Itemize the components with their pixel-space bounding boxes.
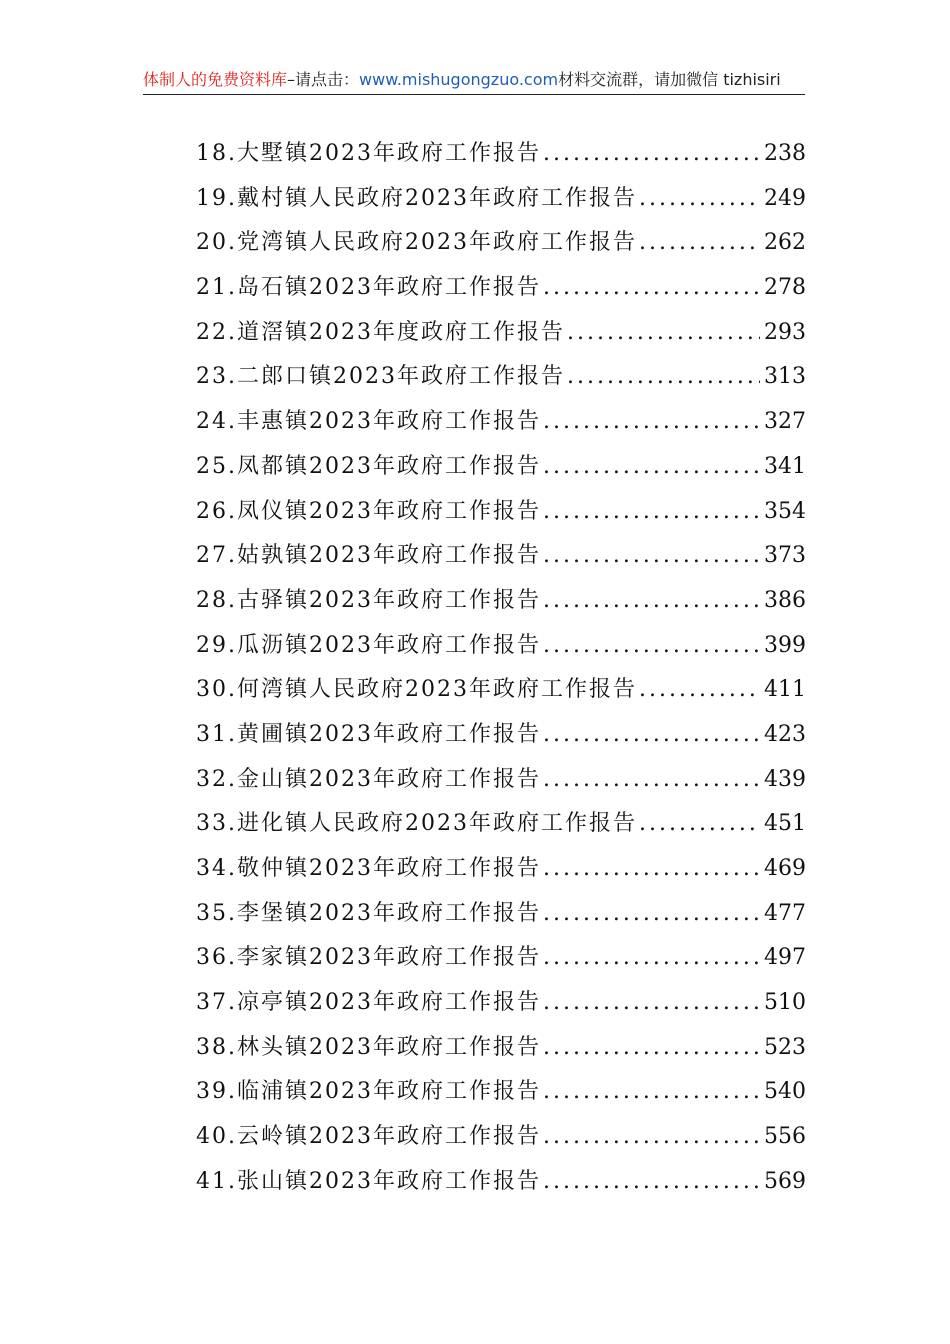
- toc-entry-title: 19.戴村镇人民政府2023年政府工作报告: [196, 185, 637, 211]
- toc-entry-page: 423: [764, 721, 806, 747]
- toc-entry-page: 341: [764, 453, 806, 479]
- toc-entry-title: 26.凤仪镇2023年政府工作报告: [196, 498, 541, 524]
- toc-entry-title: 29.瓜沥镇2023年政府工作报告: [196, 632, 541, 658]
- toc-entry-page: 469: [764, 856, 806, 881]
- toc-entry-title: 25.凤都镇2023年政府工作报告: [196, 453, 541, 479]
- toc-entry[interactable]: [196, 1026, 806, 1071]
- toc-dot-leader: [543, 981, 760, 1026]
- toc-entry-page: 327: [764, 409, 806, 435]
- toc-dot-leader: [543, 624, 760, 669]
- toc-entry[interactable]: [196, 936, 806, 981]
- toc-entry-page: 477: [764, 900, 806, 926]
- toc-entry[interactable]: [196, 177, 806, 222]
- toc-entry[interactable]: [196, 490, 806, 535]
- toc-entry[interactable]: [196, 132, 806, 177]
- toc-entry-title: 41.张山镇2023年政府工作报告: [196, 1168, 541, 1194]
- header-tail: 材料交流群，请加微信 tizhisiri: [558, 70, 781, 89]
- toc-entry-title: 30.何湾镇人民政府2023年政府工作报告: [196, 677, 637, 703]
- toc-entry-title: 36.李家镇2023年政府工作报告: [196, 945, 541, 971]
- toc-dot-leader: [543, 1160, 760, 1205]
- toc-entry-page: 556: [764, 1124, 806, 1150]
- toc-entry-title: 35.李堡镇2023年政府工作报告: [196, 900, 541, 926]
- toc-entry[interactable]: [196, 311, 806, 356]
- toc-entry-page: 262: [764, 230, 806, 256]
- toc-entry[interactable]: [196, 1070, 806, 1115]
- toc-entry-page: 249: [764, 185, 806, 211]
- toc-entry-title: 20.党湾镇人民政府2023年政府工作报告: [196, 230, 637, 256]
- toc-entry-title: 27.姑孰镇2023年政府工作报告: [196, 543, 541, 569]
- toc-entry-page: 313: [764, 364, 806, 390]
- toc-entry[interactable]: [196, 1115, 806, 1160]
- toc-entry-title: 38.林头镇2023年政府工作报告: [196, 1034, 541, 1060]
- toc-entry-page: 439: [764, 766, 806, 792]
- toc-entry[interactable]: [196, 445, 806, 490]
- toc-entry[interactable]: [196, 266, 806, 311]
- toc-entry-page: 386: [764, 587, 806, 613]
- toc-dot-leader: [639, 177, 760, 222]
- toc-entry-page: 411: [764, 677, 806, 703]
- toc-entry-page: 278: [764, 275, 806, 301]
- toc-entry[interactable]: [196, 981, 806, 1026]
- toc-entry-title: 18.大墅镇2023年政府工作报告: [196, 141, 541, 166]
- toc-dot-leader: [543, 400, 760, 445]
- toc-entry-page: 497: [764, 945, 806, 971]
- toc-dot-leader: [543, 579, 760, 624]
- toc-entry-title: 31.黄圃镇2023年政府工作报告: [196, 721, 541, 747]
- toc-entry[interactable]: [196, 579, 806, 624]
- toc-entry[interactable]: [196, 847, 806, 892]
- toc-entry-page: 540: [764, 1079, 806, 1105]
- toc-entry[interactable]: [196, 1160, 806, 1205]
- page-header: [143, 66, 805, 95]
- toc-entry-title: 33.进化镇人民政府2023年政府工作报告: [196, 811, 637, 837]
- toc-entry-title: 34.敬仲镇2023年政府工作报告: [196, 856, 541, 881]
- toc-entry[interactable]: [196, 400, 806, 445]
- header-brand: 体制人的免费资料库: [143, 70, 288, 89]
- toc-dot-leader: [639, 221, 760, 266]
- toc-entry-title: 23.二郎口镇2023年政府工作报告: [196, 364, 565, 390]
- toc-dot-leader: [543, 1115, 760, 1160]
- toc-dot-leader: [567, 355, 760, 400]
- table-of-contents: [196, 132, 806, 1205]
- toc-entry-page: 373: [764, 543, 806, 569]
- toc-dot-leader: [543, 1070, 760, 1115]
- toc-dot-leader: [543, 490, 760, 535]
- toc-entry-page: 569: [764, 1168, 806, 1194]
- toc-entry-title: 22.道滘镇2023年度政府工作报告: [196, 319, 565, 345]
- toc-dot-leader: [543, 132, 760, 177]
- toc-entry-page: 238: [764, 141, 806, 166]
- toc-entry-title: 24.丰惠镇2023年政府工作报告: [196, 409, 541, 435]
- toc-entry[interactable]: [196, 892, 806, 937]
- toc-entry[interactable]: [196, 355, 806, 400]
- header-link[interactable]: www.mishugongzuo.com: [359, 70, 559, 89]
- toc-entry-title: 28.古驿镇2023年政府工作报告: [196, 587, 541, 613]
- toc-entry-page: 293: [764, 319, 806, 345]
- toc-entry[interactable]: [196, 802, 806, 847]
- toc-entry-title: 39.临浦镇2023年政府工作报告: [196, 1079, 541, 1105]
- toc-entry-title: 32.金山镇2023年政府工作报告: [196, 766, 541, 792]
- toc-dot-leader: [567, 311, 760, 356]
- toc-dot-leader: [639, 802, 760, 847]
- toc-entry-page: 510: [764, 990, 806, 1016]
- toc-entry[interactable]: [196, 713, 806, 758]
- toc-entry-page: 451: [764, 811, 806, 837]
- toc-entry-title: 40.云岭镇2023年政府工作报告: [196, 1124, 541, 1150]
- toc-dot-leader: [543, 534, 760, 579]
- toc-entry[interactable]: [196, 758, 806, 803]
- toc-entry-title: 37.凉亭镇2023年政府工作报告: [196, 990, 541, 1016]
- toc-entry-page: 354: [764, 498, 806, 524]
- toc-entry[interactable]: [196, 534, 806, 579]
- toc-entry-page: 523: [764, 1034, 806, 1060]
- toc-dot-leader: [543, 892, 760, 937]
- toc-dot-leader: [543, 713, 760, 758]
- toc-entry[interactable]: [196, 221, 806, 266]
- toc-dot-leader: [543, 936, 760, 981]
- toc-dot-leader: [543, 445, 760, 490]
- header-prompt: –请点击：: [287, 70, 360, 89]
- toc-dot-leader: [543, 758, 760, 803]
- toc-dot-leader: [543, 266, 760, 311]
- toc-dot-leader: [543, 847, 760, 892]
- toc-entry[interactable]: [196, 668, 806, 713]
- toc-entry-page: 399: [764, 632, 806, 658]
- toc-dot-leader: [543, 1026, 760, 1071]
- toc-entry[interactable]: [196, 624, 806, 669]
- toc-dot-leader: [639, 668, 760, 713]
- toc-entry-title: 21.岛石镇2023年政府工作报告: [196, 275, 541, 301]
